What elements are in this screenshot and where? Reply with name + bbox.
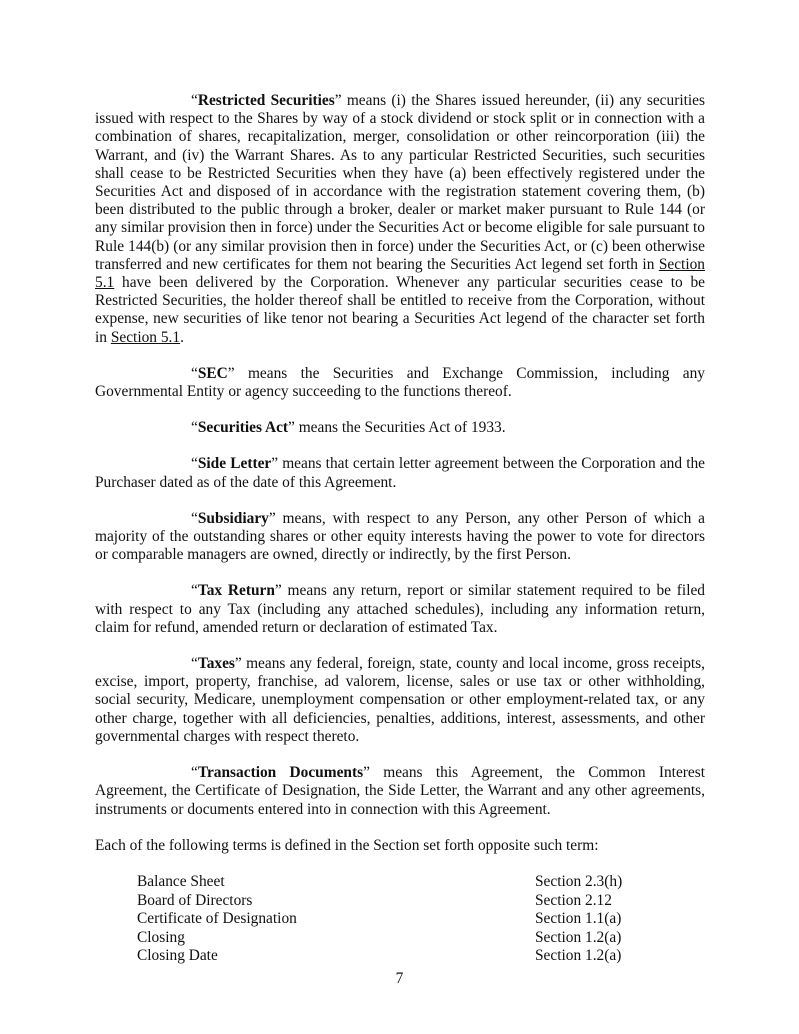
cross-reference-section: Section 1.1(a) <box>535 910 622 928</box>
defined-term: Subsidiary <box>197 509 269 527</box>
cross-reference-term: Balance Sheet <box>137 872 225 890</box>
defined-term: Taxes <box>197 655 235 673</box>
cross-reference-term: Certificate of Designation <box>137 910 297 928</box>
definition-side-letter: “Side Letter” means that certain letter agreement between the Corporation and the Purchaser dated as of the date of this Agreement. <box>95 455 705 491</box>
cross-reference-section: Section 1.2(a) <box>535 928 622 946</box>
list-item <box>137 910 637 929</box>
section-reference: Section 5.1 <box>95 255 705 292</box>
definition-restricted-securities: “Restricted Securities” means (i) the Shares issued hereunder, (ii) any securities issued with respect to the Shares by way of a stock dividend or stock split or in connection with a combination of shares, recapitalization, merger, consolidation or other reincorporation (iii) the Warrant, and (iv) the Warrant Shares. As to any particular Restricted Securities, such securities shall cease to be Restricted Securities when they have (a) been effectively registered under the Securities Act and disposed of in accordance with the registration statement covering them, (b) been distributed to the public through a broker, dealer or market maker pursuant to Rule 144 (or any similar provision then in force) under the Securities Act or become eligible for sale pursuant to Rule 144(b) (or any similar provision then in force) under the Securities Act, or (c) been otherwise transferred and new certificates for them not bearing the Securities Act legend set forth in Section 5.1 have been delivered by the Corporation. Whenever any particular securities cease to be Restricted Securities, the holder thereof shall be entitled to receive from the Corporation, without expense, new securities of like tenor not bearing a Securities Act legend of the character set forth in Section 5.1. <box>95 92 705 346</box>
defined-term: Restricted Securities <box>197 92 335 109</box>
defined-term: Securities Act <box>197 419 289 437</box>
cross-reference-list <box>137 873 637 966</box>
cross-reference-term: Closing Date <box>137 947 218 965</box>
defined-term: SEC <box>197 364 228 382</box>
cross-reference-term: Board of Directors <box>137 891 253 909</box>
section-reference: Section 5.1 <box>110 328 181 346</box>
defined-term: Tax Return <box>197 582 275 600</box>
definition-tax-return: “Tax Return” means any return, report or similar statement required to be filed with respect to any Tax (including any attached schedules), including any information return, claim for refund, amended return or declaration of estimated Tax. <box>95 582 705 636</box>
list-item <box>137 892 637 911</box>
cross-reference-section: Section 2.12 <box>535 891 612 909</box>
definition-taxes: “Taxes” means any federal, foreign, state, county and local income, gross receipts, excise, import, property, franchise, ad valorem, license, sales or use tax or other withholding, social security, Medicare, unemployment compensation or other employment-related tax, or any other charge, together with all deficiencies, penalties, additions, interest, assessments, and other governmental charges with respect thereto. <box>95 655 705 745</box>
defined-term: Transaction Documents <box>197 764 364 782</box>
page-number: 7 <box>395 970 404 987</box>
list-item <box>137 873 637 892</box>
cross-reference-section: Section 2.3(h) <box>535 872 623 890</box>
defined-term: Side Letter <box>197 455 272 473</box>
cross-reference-term: Closing <box>137 928 185 946</box>
list-item <box>137 929 637 948</box>
list-item <box>137 947 637 966</box>
document-page <box>95 92 705 966</box>
definition-sec: “SEC” means the Securities and Exchange Commission, including any Governmental Entity or agency succeeding to the functions thereof. <box>95 364 705 401</box>
definition-subsidiary: “Subsidiary” means, with respect to any Person, any other Person of which a majority of the outstanding shares or other equity interests having the power to vote for directors or comparable managers are owned, directly or indirectly, by the first Person. <box>95 509 705 564</box>
definition-transaction-documents: “Transaction Documents” means this Agreement, the Common Interest Agreement, the Certificate of Designation, the Side Letter, the Warrant and any other agreements, instruments or documents entered into in connection with this Agreement. <box>95 764 705 818</box>
cross-reference-section: Section 1.2(a) <box>535 947 622 965</box>
definition-securities-act: “Securities Act” means the Securities Act of 1933. <box>191 419 506 437</box>
cross-reference-intro: Each of the following terms is defined in the Section set forth opposite such term: <box>95 836 599 854</box>
